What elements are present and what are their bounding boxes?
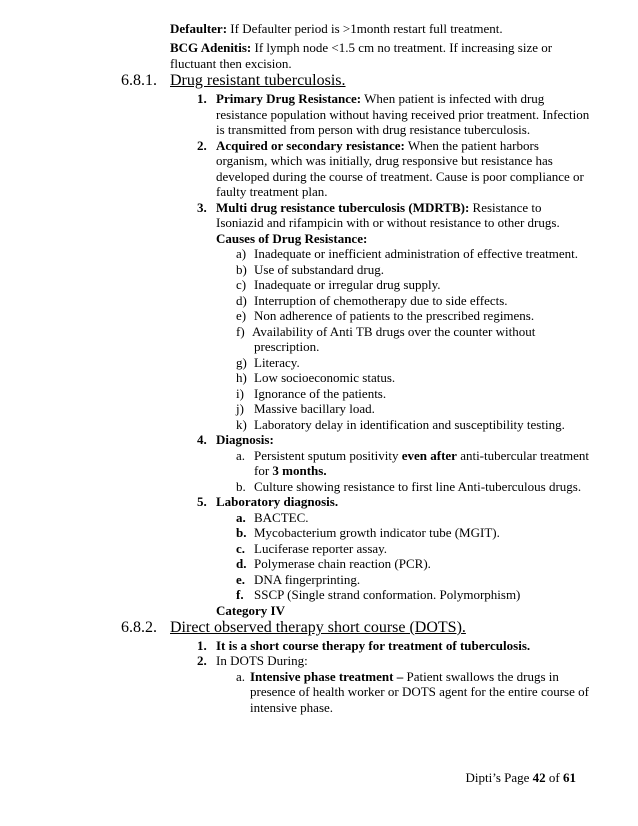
cause-text-cont: prescription. — [254, 339, 320, 354]
lab-letter: a. — [236, 510, 246, 525]
list-item: Primary Drug Resistance: When patient is infected with drug — [216, 91, 545, 106]
list-item-cont: Isoniazid and rifampicin with or without resistance to other drugs. — [216, 215, 560, 230]
list-number: 2. — [197, 138, 207, 153]
lab-text: Mycobacterium growth indicator tube (MGIT). — [254, 525, 500, 540]
list-item: Acquired or secondary resistance: When the patient harbors — [216, 138, 539, 153]
lab-text: Polymerase chain reaction (PCR). — [254, 556, 431, 571]
cause-text: Laboratory delay in identification and susceptibility testing. — [254, 417, 565, 432]
list-number: 4. — [197, 432, 207, 447]
diagnosis-text-cont: for 3 months. — [254, 463, 327, 478]
cause-letter: c) — [236, 277, 247, 292]
section-title: Direct observed therapy short course (DOTS). — [170, 619, 466, 636]
section-title: Drug resistant tuberculosis. — [170, 72, 346, 89]
lab-text: SSCP (Single strand conformation. Polymorphism) — [254, 587, 521, 602]
list-item: Multi drug resistance tuberculosis (MDRTB): Resistance to — [216, 200, 542, 215]
list-number: 1. — [197, 638, 207, 653]
cause-text: Low socioeconomic status. — [254, 370, 396, 385]
lab-text: DNA fingerprinting. — [254, 572, 361, 587]
lab-letter: c. — [236, 541, 246, 556]
bcg-label: BCG Adenitis: — [170, 40, 252, 55]
diagnosis-heading: Diagnosis: — [216, 432, 274, 447]
list-item-cont: is transmitted from person with drug resistance tuberculosis. — [216, 122, 531, 137]
cause-text: Inadequate or inefficient administration of effective treatment. — [254, 246, 579, 261]
cause-letter: e) — [236, 308, 247, 323]
cause-letter: j) — [236, 401, 244, 416]
cause-text: Availability of Anti TB drugs over the counter without — [252, 324, 536, 339]
dots-item-2: In DOTS During: — [216, 653, 308, 668]
bcg-line — [170, 40, 552, 56]
defaulter-label: Defaulter: — [170, 21, 228, 36]
cause-letter: a) — [236, 246, 247, 261]
dots-sub-letter: a. — [236, 669, 246, 684]
cause-letter: h) — [236, 370, 247, 385]
defaulter-text: If Defaulter period is >1month restart full treatment. — [227, 21, 503, 36]
list-number: 5. — [197, 494, 207, 509]
cause-letter: b) — [236, 262, 247, 277]
defaulter-line — [170, 21, 503, 37]
list-item-cont: resistance population without having received prior treatment. Infection — [216, 107, 590, 122]
dots-sub-text-cont: intensive phase. — [250, 700, 334, 715]
lab-letter: b. — [236, 525, 247, 540]
page-total: 61 — [563, 770, 576, 785]
dots-sub-text: Intensive phase treatment – Patient swallows the drugs in — [250, 669, 559, 684]
list-number: 2. — [197, 653, 207, 668]
cause-letter: f) — [236, 324, 245, 339]
lab-text: BACTEC. — [254, 510, 309, 525]
list-item-cont: developed during the course of treatment. Cause is poor compliance or — [216, 169, 584, 184]
lab-heading: Laboratory diagnosis. — [216, 494, 339, 509]
list-number: 3. — [197, 200, 207, 215]
page-number: 42 — [532, 770, 546, 785]
lab-letter: f. — [236, 587, 244, 602]
cause-text: Non adherence of patients to the prescribed regimens. — [254, 308, 535, 323]
diagnosis-letter: b. — [236, 479, 246, 494]
category-label: Category IV — [216, 603, 285, 618]
cause-text: Ignorance of the patients. — [254, 386, 387, 401]
bcg-text: If lymph node <1.5 cm no treatment. If increasing size or — [251, 40, 553, 55]
section-number: 6.8.1. — [121, 72, 157, 89]
cause-text: Inadequate or irregular drug supply. — [254, 277, 441, 292]
lab-letter: e. — [236, 572, 246, 587]
diagnosis-text: Culture showing resistance to first line Anti-tuberculous drugs. — [254, 479, 582, 494]
cause-letter: k) — [236, 417, 247, 432]
page-footer: Dipti’s Page 42 of 61 — [465, 770, 576, 785]
dots-item-1: It is a short course therapy for treatment of tuberculosis. — [216, 638, 531, 653]
lab-text: Luciferase reporter assay. — [254, 541, 388, 556]
list-item-cont: organism, which was initially, drug responsive but resistance has — [216, 153, 553, 168]
cause-letter: g) — [236, 355, 247, 370]
diagnosis-text: Persistent sputum positivity even after anti-tubercular treatment — [254, 448, 590, 463]
list-number: 1. — [197, 91, 207, 106]
diagnosis-letter: a. — [236, 448, 246, 463]
section-number: 6.8.2. — [121, 619, 157, 636]
cause-letter: i) — [236, 386, 244, 401]
cause-text: Use of substandard drug. — [254, 262, 384, 277]
bcg-text-cont: fluctuant then excision. — [170, 56, 292, 71]
list-item-cont: faulty treatment plan. — [216, 184, 328, 199]
dots-sub-text-cont: presence of health worker or DOTS agent for the entire course of — [250, 684, 589, 699]
cause-text: Massive bacillary load. — [254, 401, 375, 416]
cause-text: Literacy. — [254, 355, 300, 370]
causes-heading: Causes of Drug Resistance: — [216, 231, 368, 246]
lab-letter: d. — [236, 556, 247, 571]
cause-text: Interruption of chemotherapy due to side effects. — [254, 293, 508, 308]
cause-letter: d) — [236, 293, 247, 308]
